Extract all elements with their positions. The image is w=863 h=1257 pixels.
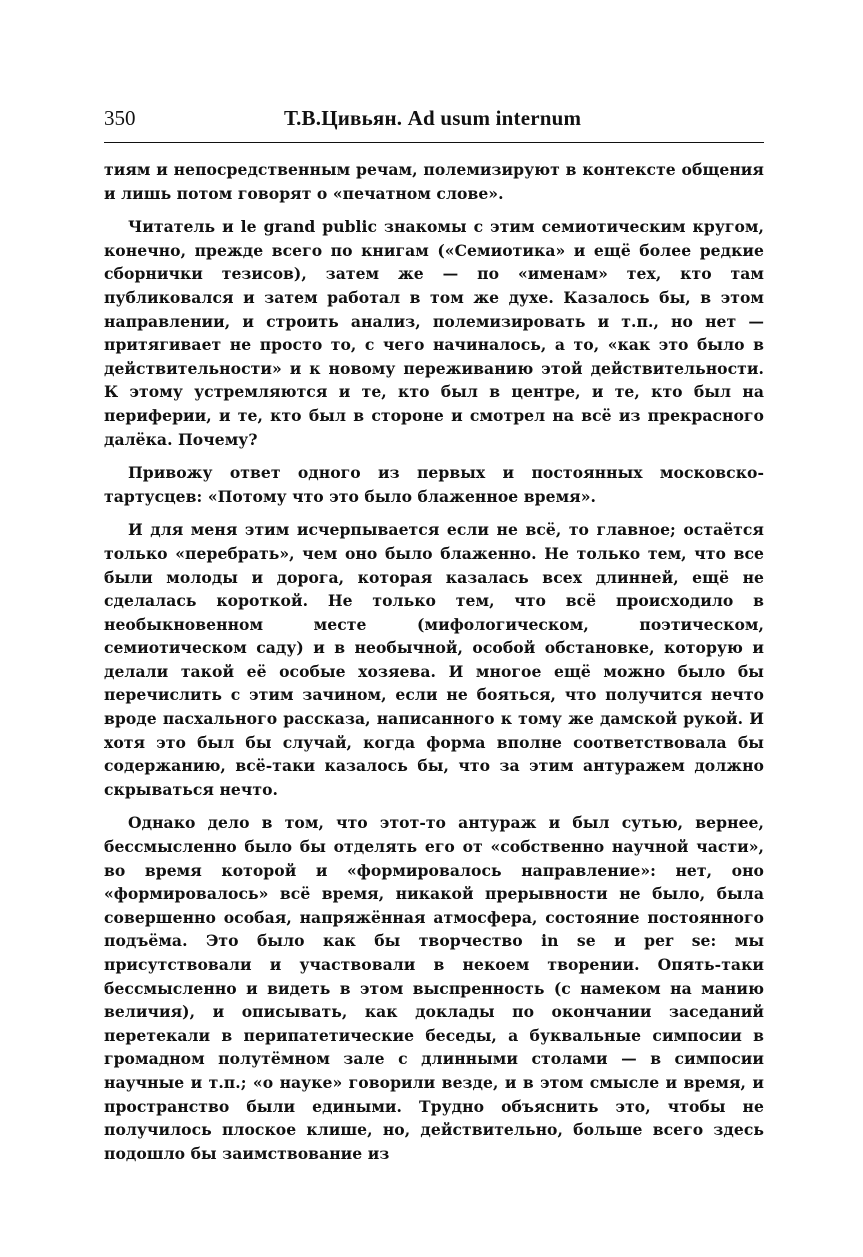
book-page (104, 104, 764, 1175)
paragraph-1: тиям и непосредственным речам, полемизируют в контексте общения и лишь потом говорят о «печатном слове». (104, 160, 764, 203)
paragraph-2: Читатель и le grand public знакомы с этим семиотическим кругом, конечно, прежде всего по книгам («Семиотика» и ещё более редкие сборнички тезисов), затем же — по «именам» тех, кто там публиковался и затем работал в том же духе. Казалось бы, в этом направлении, и строить анализ, полемизировать и т.п., но нет — притягивает не просто то, с чего начиналось, а то, «как это было в действительности» и к новому переживанию этой действительности. К этому устремляются и те, кто был в центре, и те, кто был на периферии, и те, кто был в стороне и смотрел на всё из прекрасного далёка. Почему? (104, 217, 764, 449)
paragraph-5: Однако дело в том, что этот-то антураж и был сутью, вернее, бессмысленно было бы отделять его от «собственно научной части», во время которой и «формировалось направление»: нет, оно «формировалось» всё время, никакой прерывности не было, была совершенно особая, напряжённая атмосфера, состояние постоянного подъёма. Это было как бы творчество in se и per se: мы присутствовали и участвовали в некоем творении. Опять-таки бессмысленно и видеть в этом выспренность (с намеком на манию величия), и описывать, как доклады по окончании заседаний перетекали в перипатетические беседы, а буквальные симпосии в громадном полутёмном зале с длинными столами — в симпосии научные и т.п.; «о науке» говорили везде, и в этом смысле и время, и пространство были едиными. Трудно объяснить это, чтобы не получилось плоское клише, но, действительно, больше всего здесь подошло бы заимствование из (104, 813, 764, 1163)
paragraph-4: И для меня этим исчерпывается если не всё, то главное; остаётся только «перебрать», чем оно было блаженно. Не только тем, что все были молоды и дорога, которая казалась всех длинней, ещё не сделалась короткой. Не только тем, что всё происходило в необыкновенном месте (мифологическом, поэтическом, семиотическом саду) и в необычной, особой обстановке, которую и делали такой её особые хозяева. И многое ещё можно было бы перечислить с этим зачином, если не бояться, что получится нечто вроде пасхального рассказа, написанного к тому же дамской рукой. И хотя это был бы случай, когда форма вполне соответствовала бы содержанию, всё-таки казалось бы, что за этим антуражем должно скрываться нечто. (104, 520, 764, 799)
page-number: 350 (104, 106, 136, 130)
running-title: Т.В.Цивьян. Ad usum internum (284, 106, 582, 130)
header-rule (104, 142, 764, 143)
paragraph-3: Привожу ответ одного из первых и постоянных московско-тартусцев: «Потому что это было блаженное время». (104, 463, 764, 506)
page-header (104, 104, 764, 140)
body-text (104, 158, 764, 1165)
